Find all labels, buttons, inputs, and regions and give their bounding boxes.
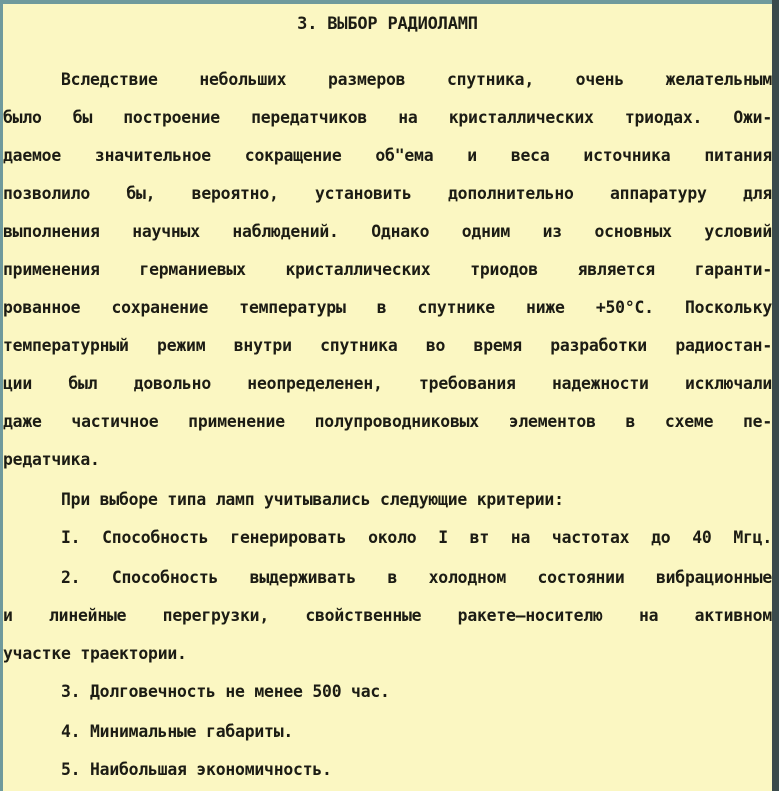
text-line: температурный режим внутри спутника во время разработки радиостан- (3, 336, 772, 355)
criterion-5: 5. Наибольшая экономичность. (61, 760, 332, 779)
text-line: ции был довольно неопределенен, требования надежности исключали (3, 374, 772, 393)
criterion-1: I. Способность генерировать около I вт на частотах до 40 Мгц. (61, 528, 772, 547)
text-line: редатчика. (3, 450, 100, 469)
text-line: даже частичное применение полупроводниковых элементов в схеме пе- (3, 412, 772, 431)
text-line: рованное сохранение температуры в спутнике ниже +50°С. Поскольку (3, 298, 772, 317)
text-line: применения германиевых кристаллических триодов является гаранти- (3, 260, 772, 279)
criterion-2: 2. Способность выдерживать в холодном состоянии вибрационные (61, 568, 772, 587)
text-line: даемое значительное сокращение об"ема и веса источника питания (3, 146, 772, 165)
text-line: позволило бы, вероятно, установить дополнительно аппаратуру для (3, 184, 772, 203)
text-line: Вследствие небольших размеров спутника, очень желательным (61, 70, 772, 89)
criteria-intro: При выборе типа ламп учитывались следующие критерии: (61, 490, 564, 509)
text-line: было бы построение передатчиков на кристаллических триодах. Ожи- (3, 108, 772, 127)
text-line: участке траектории. (3, 644, 187, 663)
criterion-4: 4. Минимальные габариты. (61, 722, 294, 741)
window-edge (772, 0, 779, 791)
text-line: и линейные перегрузки, свойственные ракете–носителю на активном (3, 606, 772, 625)
criterion-3: 3. Долговечность не менее 500 час. (61, 682, 390, 701)
text-line: выполнения научных наблюдений. Однако одним из основных условий (3, 222, 772, 241)
section-title: 3. ВЫБОР РАДИОЛАМП (297, 14, 478, 34)
document-page (3, 4, 772, 791)
